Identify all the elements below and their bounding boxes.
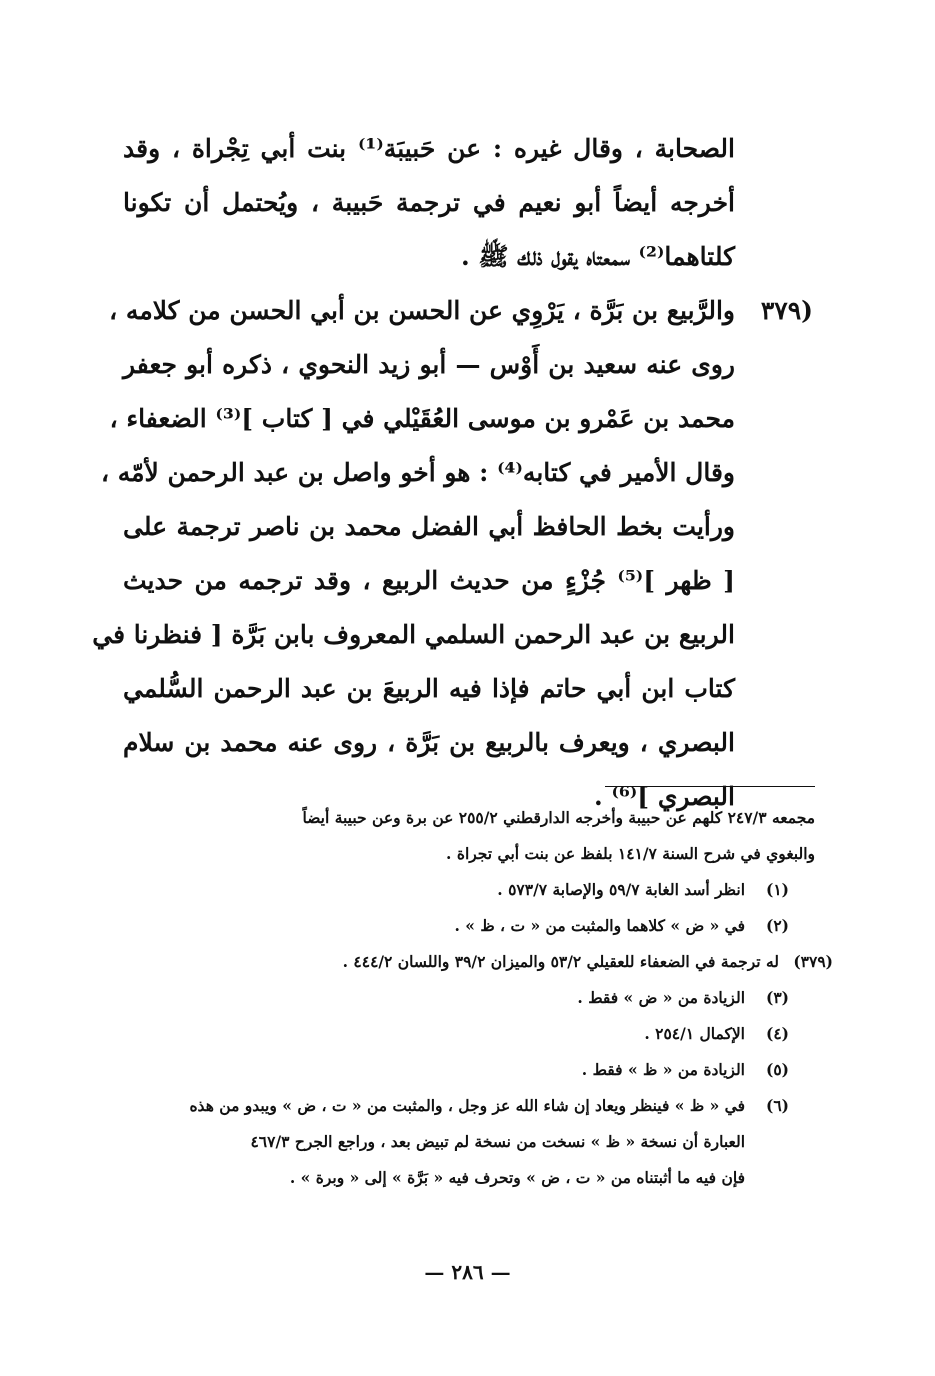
page-number: — ٢٨٦ —: [424, 1260, 511, 1284]
footnote-text: الإكمال ٢٥٤/١ .: [644, 1024, 745, 1043]
footnote-number: (٦): [765, 1096, 789, 1115]
entry-379: [92, 284, 813, 824]
footnote-3: [115, 980, 815, 1016]
main-text: [92, 122, 813, 824]
footnote-number: (١): [765, 880, 789, 899]
text-line: روى عنه سعيد بن أَوْس — أبو زيد النحوي ، ذكره أبو جعفر: [123, 350, 735, 379]
footnotes: [115, 800, 833, 1196]
footnote-continuation: والبغوي في شرح السنة ١٤١/٧ بلفظ عن بنت أبي تجراة .: [446, 844, 815, 863]
footnote-text: في « ض » كلاهما والمثبت من « ت ، ظ » .: [454, 916, 745, 935]
footnote-text: انظر أسد الغابة ٥٩/٧ والإصابة ٥٧٣/٧ .: [497, 880, 745, 899]
footnote-379: [115, 944, 833, 980]
footnote-4: [115, 1016, 815, 1052]
footnote-6: [115, 1088, 815, 1124]
text-line: الربيع بن عبد الرحمن السلمي المعروف بابن بَرَّة [ فنظرنا في: [92, 620, 735, 649]
text-line: [ ظهر ]⁽⁵⁾ جُزْءٍ من حديث الربيع ، وقد ترجمه من حديث: [123, 566, 735, 595]
footnote-text: في « ظ » فينظر ويعاد إن شاء الله عز وجل ، والمثبت من « ت ، ض » ويبدو من هذه: [189, 1096, 745, 1115]
text-line: الصحابة ، وقال غيره : عن حَبيبَة⁽¹⁾ بنت أبي تِجْراة ، وقد: [123, 134, 735, 163]
text-line: كلتاهما⁽²⁾ سمعتاه يقول ذلك ﷺ .: [461, 242, 735, 271]
footnote-number: (٢): [765, 916, 789, 935]
footnote-1: [115, 872, 815, 908]
footnote-text: له ترجمة في الضعفاء للعقيلي ٥٣/٢ والميزان ٣٩/٢ واللسان ٤٤٤/٢ .: [342, 952, 779, 971]
footnote-6-continuation: العبارة أن نسخة « ظ » نسخت من نسخة لم تبيض بعد ، وراجع الجرح ٤٦٧/٣: [250, 1132, 745, 1151]
entry-number: (٣٧٩: [760, 296, 813, 325]
footnote-text: الزيادة من « ض » فقط .: [577, 988, 745, 1007]
text-line: كتاب ابن أبي حاتم فإذا فيه الربيعَ بن عبد الرحمن السُّلمي: [123, 674, 735, 703]
text-line: ورأيت بخط الحافظ أبي الفضل محمد بن ناصر ترجمة على: [123, 512, 735, 541]
footnote-number: (٣٧٩): [793, 952, 833, 971]
text-line: والرَّبيع بن بَرَّة ، يَرْوِي عن الحسن بن أبي الحسن من كلامه ،: [109, 296, 735, 325]
text-line: وقال الأمير في كتابه⁽⁴⁾ : هو أخو واصل بن عبد الرحمن لأمّه ،: [100, 458, 735, 487]
text-line: محمد بن عَمْرو بن موسى العُقَيْلي في [ كتاب ]⁽³⁾ الضعفاء ،: [109, 404, 735, 433]
footnote-continuation: مجمعه ٢٤٧/٣ كلهم عن حبيبة وأخرجه الدارقطني ٢٥٥/٢ عن برة وعن حبيبة أيضاً: [302, 808, 815, 827]
footnote-text: الزيادة من « ظ » فقط .: [581, 1060, 745, 1079]
footnote-2: [115, 908, 815, 944]
footnote-separator: [605, 786, 815, 787]
footnote-number: (٥): [765, 1060, 789, 1079]
text-line: البصري ، ويعرف بالربيع بن بَرَّة ، روى عنه محمد بن سلام: [123, 728, 735, 757]
footnote-6-continuation: فإن فيه ما أثبتناه من « ت ، ض » وتحرف فيه « بَرَّة » إلى « وبرة » .: [289, 1168, 745, 1187]
text-line: البصري ]⁽⁶⁾ .: [594, 782, 735, 811]
footnote-number: (٣): [765, 988, 789, 1007]
footnote-5: [115, 1052, 815, 1088]
footnote-number: (٤): [765, 1024, 789, 1043]
text-line: أخرجه أيضاً أبو نعيم في ترجمة حَبيبة ، ويُحتمل أن تكونا: [123, 188, 735, 217]
